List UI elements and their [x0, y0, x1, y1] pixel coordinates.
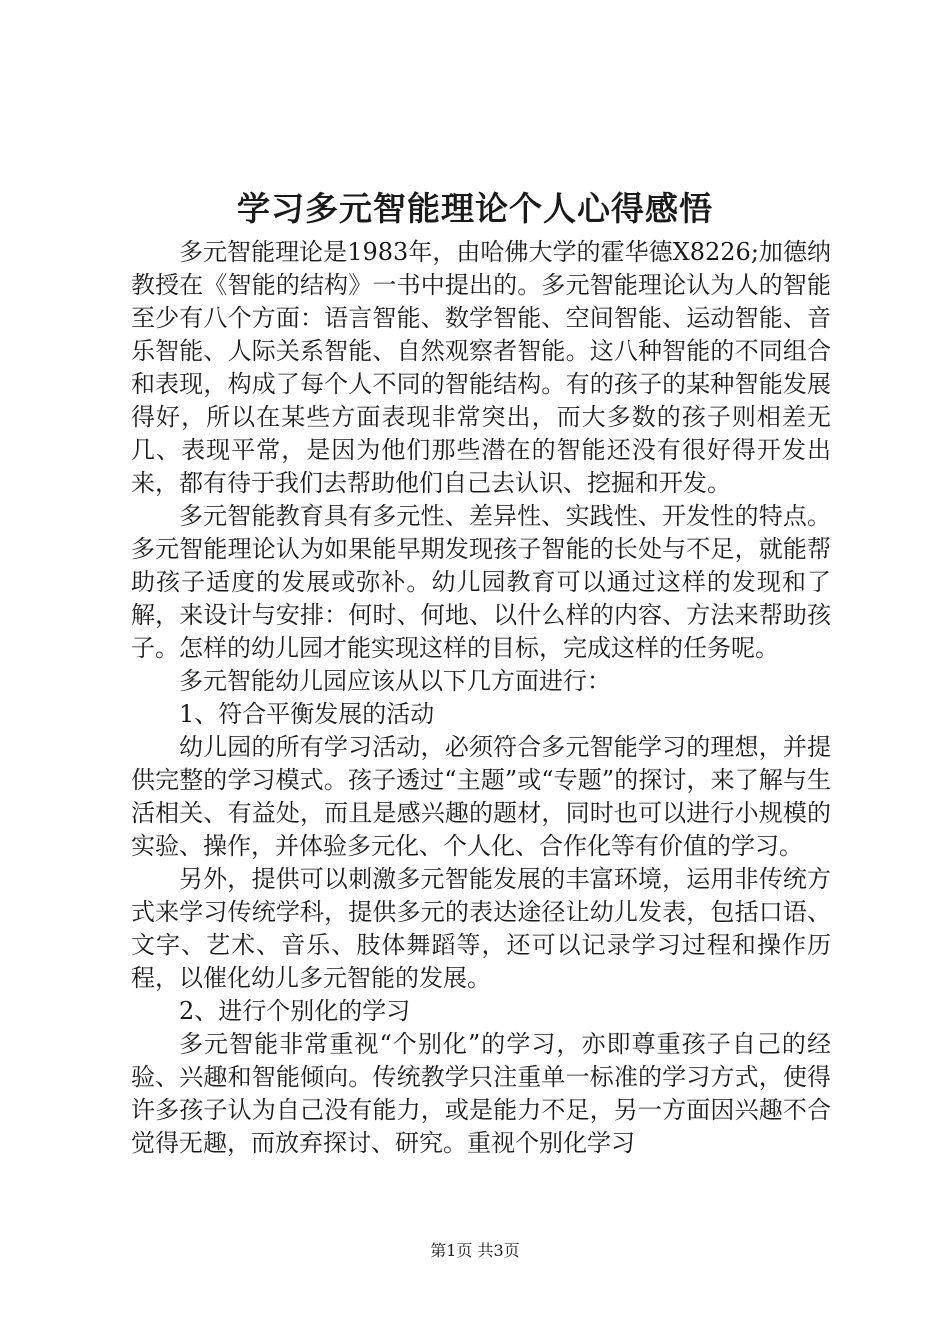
paragraph-individualized: 多元智能非常重视“个别化”的学习，亦即尊重孩子自己的经验、兴趣和智能倾向。传统教学只注重单一标准的学习方式，使得许多孩子认为自己没有能力，或是能力不足，另一方面因兴趣不合觉得无趣，而放弃探讨、研究。重视个别化学习 [131, 1030, 831, 1157]
document-body [131, 236, 831, 1160]
paragraph-characteristics: 多元智能教育具有多元性、差异性、实践性、开发性的特点。多元智能理论认为如果能早期发现孩子智能的长处与不足，就能帮助孩子适度的发展或弥补。幼儿园教育可以通过这样的发现和了解，来设计与安排：何时、何地、以什么样的内容、方法来帮助孩子。怎样的幼儿园才能实现这样的目标，完成这样的任务呢。 [131, 502, 831, 662]
paragraph-environment: 另外，提供可以刺激多元智能发展的丰富环境，运用非传统方式来学习传统学科，提供多元的表达途径让幼儿发表，包括口语、文字、艺术、音乐、肢体舞蹈等，还可以记录学习过程和操作历程，以催化幼儿多元智能的发展。 [131, 865, 831, 992]
page-footer: 第1页 共3页 [430, 1241, 520, 1260]
paragraph-aspects-intro: 多元智能幼儿园应该从以下几方面进行： [179, 667, 611, 695]
document-title: 学习多元智能理论个人心得感悟 [237, 189, 713, 228]
section-heading-2: 2、进行个别化的学习 [179, 997, 411, 1025]
paragraph-learning-activities: 幼儿园的所有学习活动，必须符合多元智能学习的理想，并提供完整的学习模式。孩子透过“主题”或“专题”的探讨，来了解与生活相关、有益处，而且是感兴趣的题材，同时也可以进行小规模的实验、操作，并体验多元化、个人化、合作化等有价值的学习。 [131, 733, 831, 860]
section-heading-1: 1、符合平衡发展的活动 [179, 700, 435, 728]
paragraph-intro: 多元智能理论是1983年，由哈佛大学的霍华德X8226;加德纳教授在《智能的结构》一书中提出的。多元智能理论认为人的智能至少有八个方面：语言智能、数学智能、空间智能、运动智能、音乐智能、人际关系智能、自然观察者智能。这八种智能的不同组合和表现，构成了每个人不同的智能结构。有的孩子的某种智能发展得好，所以在某些方面表现非常突出，而大多数的孩子则相差无几、表现平常，是因为他们那些潜在的智能还没有很好得开发出来，都有待于我们去帮助他们自己去认识、挖掘和开发。 [131, 238, 831, 497]
